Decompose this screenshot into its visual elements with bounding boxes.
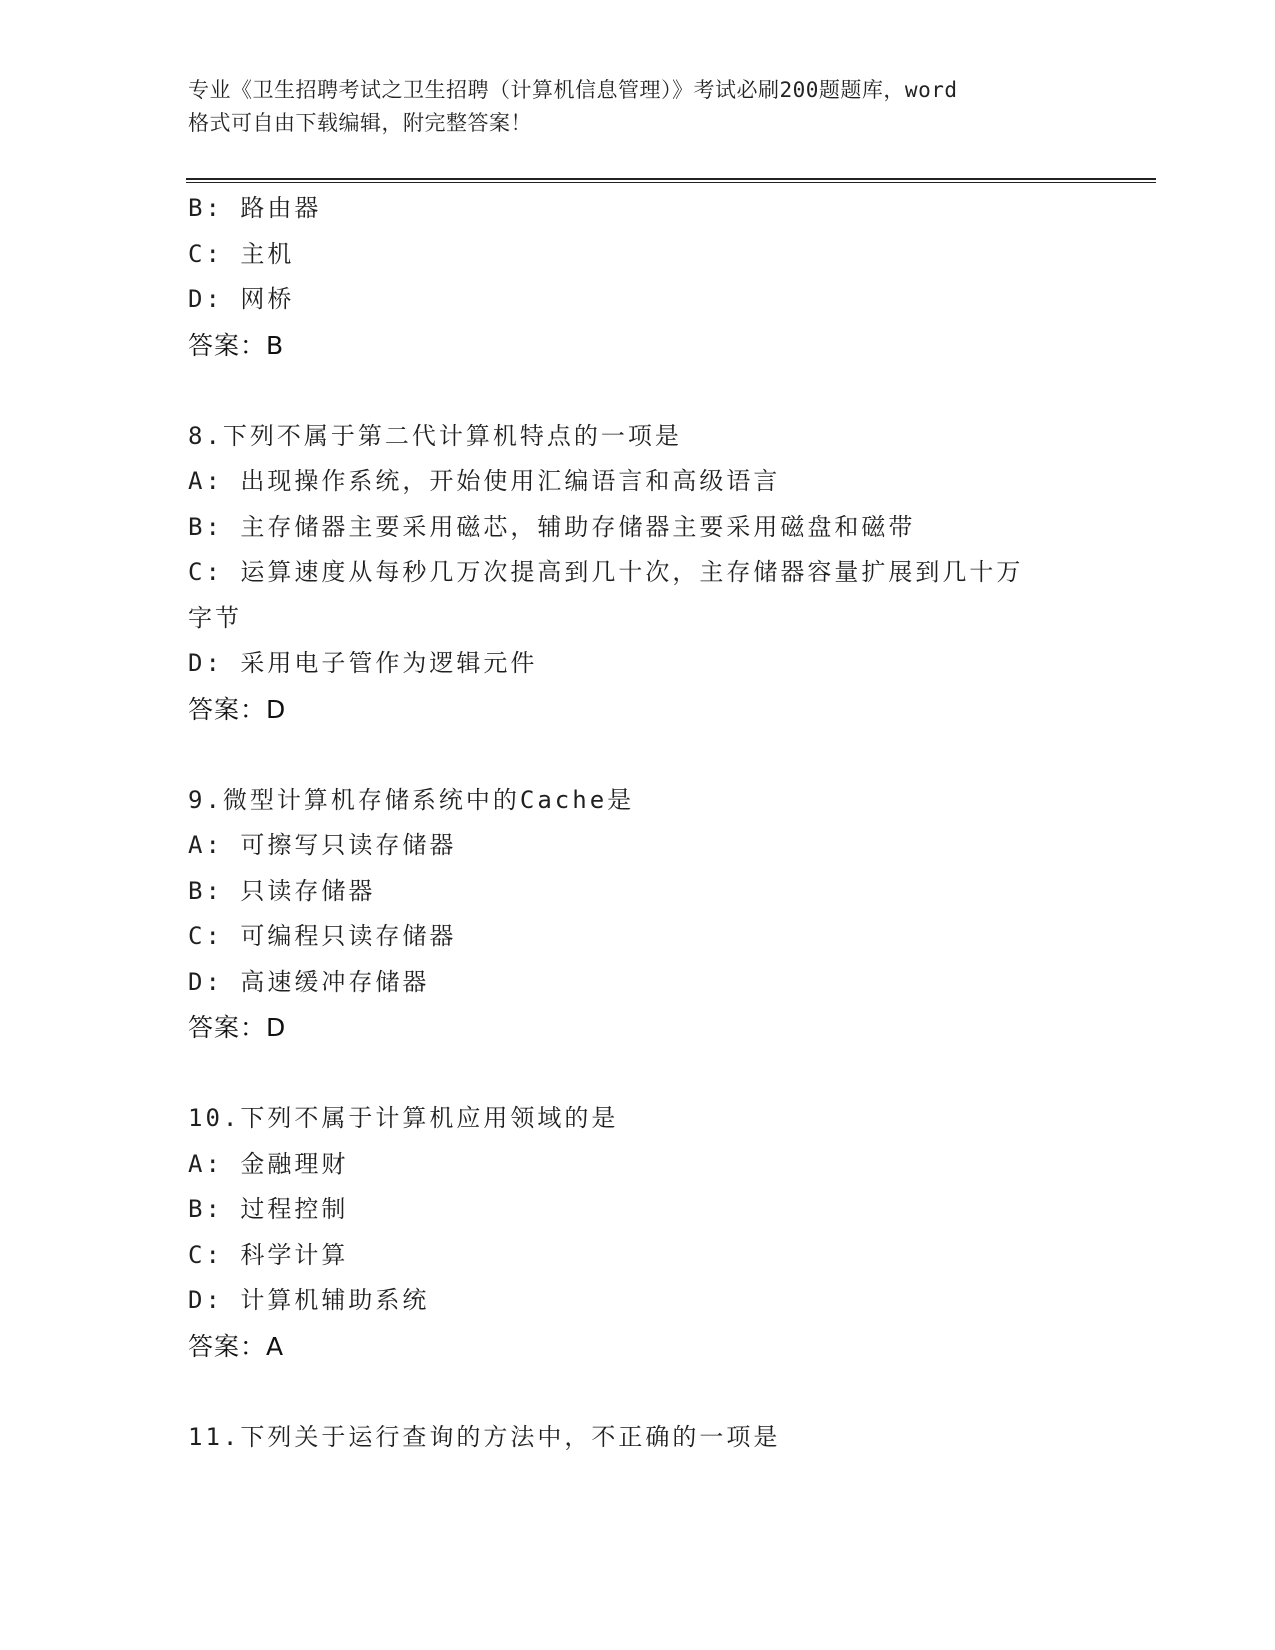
question-9	[188, 778, 1128, 1051]
header-title-line-2: 格式可自由下载编辑，附完整答案！	[188, 111, 532, 135]
question-list	[188, 186, 1128, 1460]
question-stem: 10.下列不属于计算机应用领域的是	[188, 1104, 619, 1132]
option-b: B: 路由器	[188, 194, 322, 222]
answer-line: 答案：D	[188, 1013, 287, 1042]
option-c: C: 科学计算	[188, 1240, 349, 1269]
option-a: A: 金融理财	[188, 1149, 349, 1178]
question-10	[188, 1096, 1128, 1369]
document-header	[188, 74, 1088, 140]
answer-line: 答案：A	[188, 1331, 285, 1361]
option-d: D: 计算机辅助系统	[188, 1286, 430, 1314]
spacer	[188, 368, 1128, 414]
spacer	[188, 1051, 1128, 1097]
option-b: B: 过程控制	[188, 1195, 349, 1223]
question-8	[188, 414, 1128, 733]
option-d: D: 网桥	[188, 285, 295, 313]
option-b: B: 只读存储器	[188, 876, 376, 905]
option-d: D: 高速缓冲存储器	[188, 967, 430, 996]
option-c: C: 可编程只读存储器	[188, 922, 457, 950]
option-b: B: 主存储器主要采用磁芯，辅助存储器主要采用磁盘和磁带	[188, 512, 916, 541]
answer-line: 答案：D	[188, 694, 287, 724]
answer-line: 答案：B	[188, 330, 285, 360]
question-stem: 9.微型计算机存储系统中的Cache是	[188, 785, 635, 814]
option-a: A: 出现操作系统，开始使用汇编语言和高级语言	[188, 467, 781, 495]
question-11	[188, 1415, 1128, 1461]
spacer	[188, 1369, 1128, 1415]
option-c-continued: 字节	[188, 603, 242, 632]
spacer	[188, 732, 1128, 778]
option-c: C: 运算速度从每秒几万次提高到几十次，主存储器容量扩展到几十万	[188, 558, 1024, 586]
option-a: A: 可擦写只读存储器	[188, 831, 457, 859]
question-stem: 11.下列关于运行查询的方法中，不正确的一项是	[188, 1422, 781, 1451]
option-c: C: 主机	[188, 239, 295, 268]
header-divider	[186, 178, 1156, 183]
header-title-line-1: 专业《卫生招聘考试之卫生招聘（计算机信息管理）》考试必刷200题题库，word	[188, 78, 958, 102]
question-stem: 8.下列不属于第二代计算机特点的一项是	[188, 421, 682, 450]
option-d: D: 采用电子管作为逻辑元件	[188, 649, 538, 677]
question-7-tail	[188, 186, 1128, 368]
